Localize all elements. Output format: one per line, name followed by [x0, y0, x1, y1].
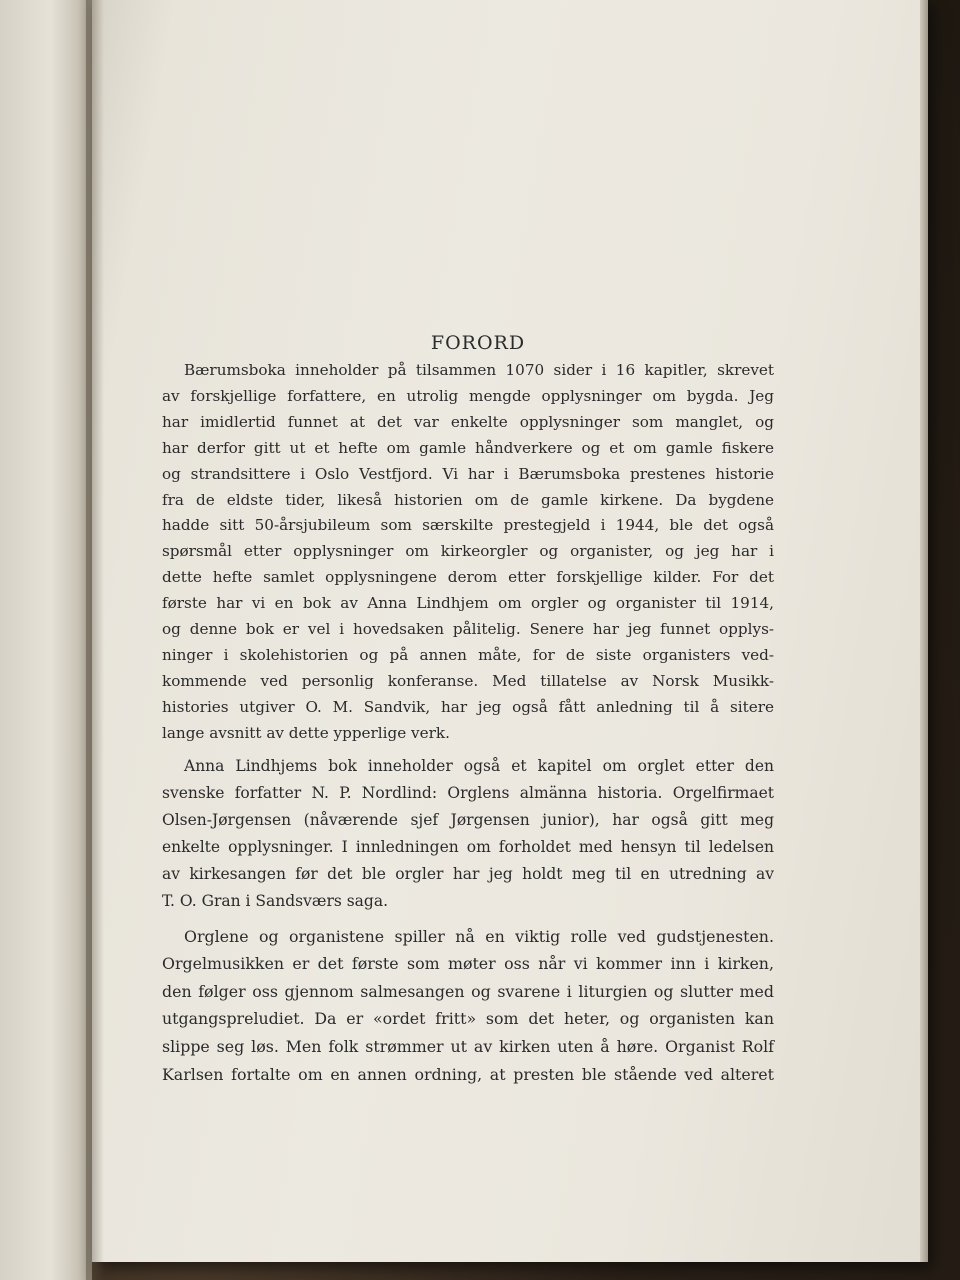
book-gutter-shadow	[86, 0, 104, 1280]
text-line: Karlsen fortalte om en annen ordning, at presten ble stående ved alteret	[162, 1064, 774, 1084]
left-page-edge	[0, 0, 92, 1280]
text-line: utgangspreludiet. Da er «ordet fritt» som det heter, og organisten kan	[162, 1009, 774, 1029]
text-line: Orgelmusikken er det første som møter oss når vi kommer inn i kirken,	[162, 954, 774, 974]
paragraph-3	[162, 923, 774, 1089]
text-line: Bærumsboka inneholder på tilsammen 1070 sider i 16 kapitler, skrevet	[184, 361, 774, 379]
text-line: Anna Lindhjems bok inneholder også et kapitel om orglet etter den	[184, 756, 774, 775]
text-line: fra de eldste tider, likeså historien om de gamle kirkene. Da bygdene	[162, 490, 774, 509]
text-line: første har vi en bok av Anna Lindhjem om orgler og organister til 1914,	[162, 594, 774, 613]
text-line: og strandsittere i Oslo Vestfjord. Vi har i Bærumsboka prestenes historie	[162, 464, 774, 483]
text-line: av kirkesangen før det ble orgler har jeg holdt meg til en utredning av	[162, 864, 774, 883]
text-line: har derfor gitt ut et hefte om gamle håndverkere og et om gamle fiskere	[162, 438, 774, 457]
text-line: Olsen-Jørgensen (nåværende sjef Jørgensen junior), har også gitt meg	[162, 810, 774, 829]
text-line: T. O. Gran i Sandsværs saga.	[162, 891, 389, 910]
text-line: dette hefte samlet opplysningene derom etter forskjellige kilder. For det	[162, 568, 774, 587]
text-line: Orglene og organistene spiller nå en viktig rolle ved gudstjenesten.	[184, 926, 774, 946]
text-line: har imidlertid funnet at det var enkelte opplysninger som manglet, og	[162, 412, 774, 431]
text-line: av forskjellige forfattere, en utrolig mengde opplysninger om bygda. Jeg	[162, 386, 774, 405]
page-content	[162, 332, 774, 1088]
paragraph-1	[162, 358, 774, 747]
text-line: lange avsnitt av dette ypperlige verk.	[162, 723, 450, 742]
page-right-edge	[920, 0, 928, 1262]
text-line: hadde sitt 50-årsjubileum som særskilte prestegjeld i 1944, ble det også	[162, 516, 774, 535]
paragraph-2	[162, 753, 774, 915]
page-title: FORORD	[430, 332, 526, 354]
text-line: den følger oss gjennom salmesangen og svarene i liturgien og slutter med	[162, 981, 774, 1001]
text-line: enkelte opplysninger. I innledningen om forholdet med hensyn til ledelsen	[162, 837, 774, 856]
text-line: og denne bok er vel i hovedsaken pålitelig. Senere har jeg funnet opplys-	[162, 620, 774, 639]
text-line: kommende ved personlig konferanse. Med tillatelse av Norsk Musikk-	[162, 671, 774, 690]
text-line: svenske forfatter N. P. Nordlind: Orglens almänna historia. Orgelfirmaet	[162, 783, 774, 802]
text-line: slippe seg løs. Men folk strømmer ut av kirken uten å høre. Organist Rolf	[162, 1036, 774, 1056]
text-line: spørsmål etter opplysninger om kirkeorgler og organister, og jeg har i	[162, 542, 774, 561]
text-line: histories utgiver O. M. Sandvik, har jeg også fått anledning til å sitere	[162, 697, 774, 716]
text-line: ninger i skolehistorien og på annen måte, for de siste organisters ved-	[162, 645, 774, 664]
